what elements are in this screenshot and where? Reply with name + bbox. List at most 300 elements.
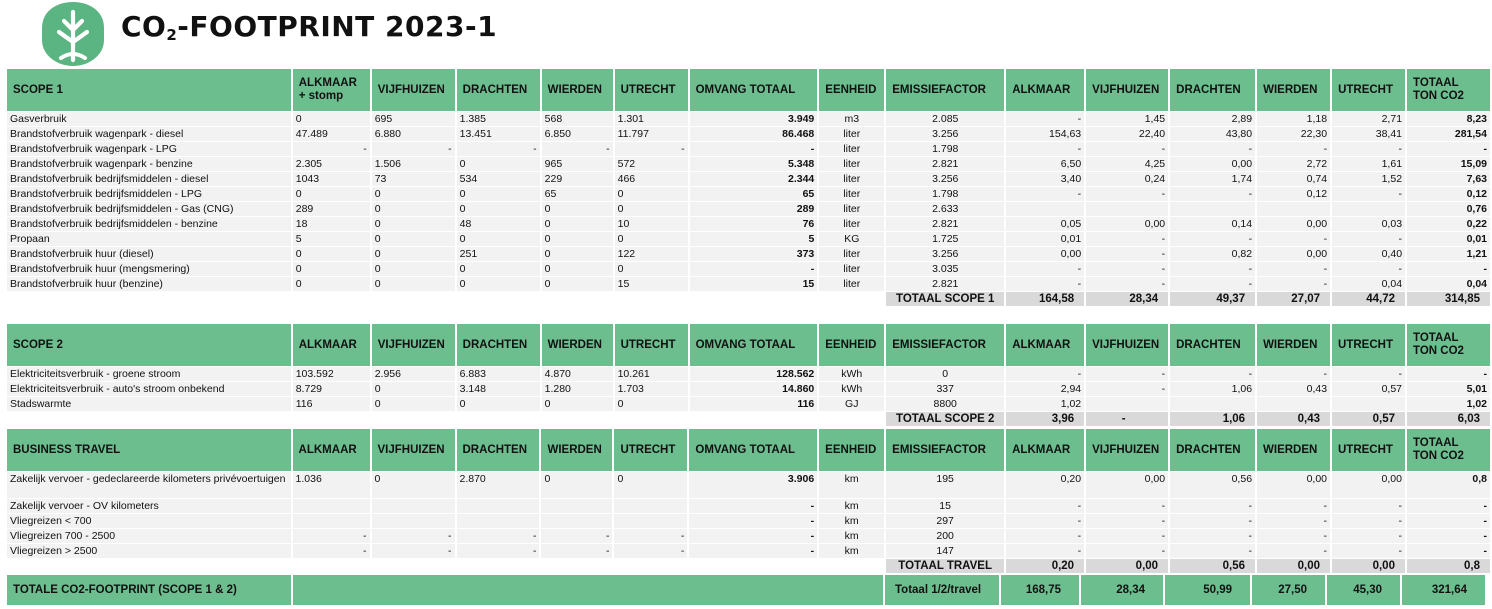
scope1-cell-ton-drachten: - xyxy=(1170,277,1255,291)
scope1-cell-vijfhuizen: 0 xyxy=(372,187,455,201)
scope1-cell-vijfhuizen: 0 xyxy=(372,202,455,216)
travel-cell-ton-wierden: - xyxy=(1257,544,1330,558)
scope1-cell-emissiefactor: 1.725 xyxy=(886,232,1004,246)
travel-cell-ton-alkmaar: 0,20 xyxy=(1006,472,1084,498)
scope1-cell-ton-alkmaar: 3,40 xyxy=(1006,172,1084,186)
scope1-cell-utrecht: 0 xyxy=(615,202,688,216)
scope2-cell-totaal-ton-co2: 1,02 xyxy=(1407,397,1490,411)
scope1-cell-ton-wierden: - xyxy=(1257,262,1330,276)
scope2-cell-ton-wierden: - xyxy=(1257,367,1330,381)
scope1-total-ton-vijfhuizen: 28,34 xyxy=(1086,292,1168,306)
scope1-cell-emissiefactor: 3.256 xyxy=(886,127,1004,141)
scope1-cell-alkmaar: 0 xyxy=(293,187,370,201)
scope1-cell-ton-alkmaar xyxy=(1006,202,1084,216)
travel-cell-emissiefactor: 200 xyxy=(886,529,1004,543)
scope1-cell-wierden: 6.850 xyxy=(542,127,613,141)
scope1-cell-ton-utrecht: - xyxy=(1332,262,1405,276)
travel-cell-totaal-ton-co2: - xyxy=(1407,544,1490,558)
scope1-cell-drachten: 0 xyxy=(457,157,540,171)
table-row xyxy=(7,157,1490,171)
scope2-header-alkmaar: ALKMAAR xyxy=(293,324,370,366)
travel-cell-omvang-totaal: - xyxy=(689,529,817,543)
scope1-total-totaal-ton-co2: 314,85 xyxy=(1407,292,1490,306)
travel-cell-emissiefactor: 15 xyxy=(886,499,1004,513)
scope1-cell-utrecht: 15 xyxy=(615,277,688,291)
scope1-cell-omvang-totaal: 373 xyxy=(690,247,818,261)
travel-cell-omvang-totaal: 3.906 xyxy=(689,472,817,498)
scope1-cell-ton-wierden: - xyxy=(1257,277,1330,291)
scope1-cell-totaal-ton-co2: 15,09 xyxy=(1407,157,1490,171)
scope1-header-ton-alkmaar: ALKMAAR xyxy=(1006,69,1084,111)
scope2-cell-ton-alkmaar: - xyxy=(1006,367,1084,381)
scope1-cell-label: Brandstofverbruik bedrijfsmiddelen - diesel xyxy=(7,172,291,186)
scope2-header-wierden: WIERDEN xyxy=(542,324,613,366)
travel-cell-ton-vijfhuizen: - xyxy=(1086,529,1168,543)
travel-cell-ton-wierden: - xyxy=(1257,514,1330,528)
scope1-cell-ton-drachten: 43,80 xyxy=(1170,127,1255,141)
scope1-header-vijfhuizen: VIJFHUIZEN xyxy=(372,69,455,111)
scope1-cell-drachten: 534 xyxy=(457,172,540,186)
final-total-utrecht: 45,30 xyxy=(1327,575,1400,605)
scope1-total-label: TOTAAL SCOPE 1 xyxy=(886,292,1004,306)
scope1-cell-ton-wierden: 0,00 xyxy=(1257,247,1330,261)
scope1-cell-vijfhuizen: 73 xyxy=(372,172,455,186)
scope1-cell-utrecht: 122 xyxy=(615,247,688,261)
scope1-cell-ton-drachten: - xyxy=(1170,262,1255,276)
scope1-cell-ton-vijfhuizen: 0,00 xyxy=(1086,217,1168,231)
scope1-cell-ton-drachten: 0,14 xyxy=(1170,217,1255,231)
scope1-cell-ton-utrecht: 0,04 xyxy=(1332,277,1405,291)
scope1-cell-ton-alkmaar: 154,63 xyxy=(1006,127,1084,141)
travel-cell-ton-drachten: 0,56 xyxy=(1170,472,1255,498)
travel-total-row xyxy=(7,559,1490,573)
travel-total-totaal-ton-co2: 0,8 xyxy=(1407,559,1490,573)
scope1-header-label: SCOPE 1 xyxy=(7,69,291,111)
scope1-cell-emissiefactor: 2.633 xyxy=(886,202,1004,216)
scope1-cell-wierden: 0 xyxy=(542,247,613,261)
scope1-header-emissiefactor: EMISSIEFACTOR xyxy=(886,69,1004,111)
travel-cell-totaal-ton-co2: 0,8 xyxy=(1407,472,1490,498)
scope1-cell-totaal-ton-co2: - xyxy=(1407,142,1490,156)
travel-cell-utrecht xyxy=(614,514,687,528)
table-row xyxy=(7,247,1490,261)
scope2-header-ton-alkmaar: ALKMAAR xyxy=(1006,324,1084,366)
travel-total-ton-vijfhuizen: 0,00 xyxy=(1086,559,1168,573)
scope1-cell-vijfhuizen: 0 xyxy=(372,232,455,246)
table-row xyxy=(7,367,1490,381)
scope1-cell-ton-utrecht: - xyxy=(1332,187,1405,201)
travel-cell-label: Vliegreizen < 700 xyxy=(7,514,291,528)
scope1-cell-utrecht: 572 xyxy=(615,157,688,171)
travel-cell-alkmaar xyxy=(293,499,370,513)
scope1-cell-ton-wierden: 0,74 xyxy=(1257,172,1330,186)
travel-cell-eenheid: km xyxy=(819,544,884,558)
scope1-cell-emissiefactor: 1.798 xyxy=(886,187,1004,201)
scope1-cell-ton-utrecht: 2,71 xyxy=(1332,112,1405,126)
scope2-cell-eenheid: kWh xyxy=(819,382,884,396)
scope2-header-ton-drachten: DRACHTEN xyxy=(1170,324,1255,366)
scope1-cell-eenheid: liter xyxy=(819,127,884,141)
scope2-table xyxy=(5,323,1492,427)
scope2-cell-omvang-totaal: 128.562 xyxy=(690,367,818,381)
scope1-cell-ton-wierden: - xyxy=(1257,142,1330,156)
scope1-cell-drachten: 0 xyxy=(457,277,540,291)
table-row xyxy=(7,544,1490,558)
final-sub-label: Totaal 1/2/travel xyxy=(885,575,999,605)
table-row xyxy=(7,232,1490,246)
scope2-cell-emissiefactor: 8800 xyxy=(886,397,1004,411)
travel-cell-wierden xyxy=(541,499,612,513)
scope2-total-ton-drachten: 1,06 xyxy=(1170,412,1255,426)
travel-cell-emissiefactor: 147 xyxy=(886,544,1004,558)
travel-cell-ton-utrecht: - xyxy=(1332,529,1405,543)
scope1-cell-alkmaar: 5 xyxy=(293,232,370,246)
travel-cell-utrecht xyxy=(614,499,687,513)
scope1-total-ton-alkmaar: 164,58 xyxy=(1006,292,1084,306)
scope2-cell-utrecht: 0 xyxy=(615,397,688,411)
scope1-cell-totaal-ton-co2: 0,12 xyxy=(1407,187,1490,201)
scope1-cell-alkmaar: 0 xyxy=(293,277,370,291)
scope1-cell-ton-alkmaar: 0,01 xyxy=(1006,232,1084,246)
travel-header-wierden: WIERDEN xyxy=(541,429,612,471)
scope1-cell-ton-drachten: 2,89 xyxy=(1170,112,1255,126)
travel-cell-omvang-totaal: - xyxy=(689,514,817,528)
scope1-cell-utrecht: 466 xyxy=(615,172,688,186)
final-total-label: TOTALE CO2-FOOTPRINT (SCOPE 1 & 2) xyxy=(7,575,291,605)
travel-cell-omvang-totaal: - xyxy=(689,499,817,513)
travel-cell-drachten: - xyxy=(457,529,540,543)
scope2-cell-vijfhuizen: 0 xyxy=(372,382,455,396)
travel-cell-ton-utrecht: - xyxy=(1332,544,1405,558)
travel-cell-totaal-ton-co2: - xyxy=(1407,499,1490,513)
scope2-cell-ton-drachten xyxy=(1170,397,1255,411)
scope1-cell-omvang-totaal: 65 xyxy=(690,187,818,201)
travel-cell-totaal-ton-co2: - xyxy=(1407,529,1490,543)
travel-total-ton-utrecht: 0,00 xyxy=(1332,559,1405,573)
scope1-cell-emissiefactor: 2.821 xyxy=(886,277,1004,291)
scope1-cell-omvang-totaal: 15 xyxy=(690,277,818,291)
scope1-cell-ton-alkmaar: - xyxy=(1006,277,1084,291)
scope1-cell-label: Brandstofverbruik bedrijfsmiddelen - Gas (CNG) xyxy=(7,202,291,216)
scope2-cell-ton-vijfhuizen xyxy=(1086,397,1168,411)
travel-header-ton-drachten: DRACHTEN xyxy=(1170,429,1255,471)
scope2-cell-utrecht: 10.261 xyxy=(615,367,688,381)
travel-cell-vijfhuizen: - xyxy=(372,544,455,558)
scope1-cell-totaal-ton-co2: 8,23 xyxy=(1407,112,1490,126)
scope1-cell-ton-alkmaar: - xyxy=(1006,142,1084,156)
scope1-cell-omvang-totaal: 5.348 xyxy=(690,157,818,171)
scope1-header-eenheid: EENHEID xyxy=(819,69,884,111)
travel-cell-label: Vliegreizen 700 - 2500 xyxy=(7,529,291,543)
scope1-cell-label: Brandstofverbruik huur (diesel) xyxy=(7,247,291,261)
travel-cell-utrecht: - xyxy=(614,529,687,543)
travel-cell-wierden: 0 xyxy=(541,472,612,498)
scope2-header-utrecht: UTRECHT xyxy=(615,324,688,366)
scope1-cell-ton-wierden: 2,72 xyxy=(1257,157,1330,171)
scope1-cell-ton-vijfhuizen xyxy=(1086,202,1168,216)
table-row xyxy=(7,397,1490,411)
scope2-header-row xyxy=(7,324,1490,366)
scope1-cell-ton-vijfhuizen: - xyxy=(1086,247,1168,261)
scope2-cell-eenheid: GJ xyxy=(819,397,884,411)
scope1-cell-ton-vijfhuizen: - xyxy=(1086,262,1168,276)
travel-header-ton-wierden: WIERDEN xyxy=(1257,429,1330,471)
scope1-cell-ton-vijfhuizen: - xyxy=(1086,232,1168,246)
table-row xyxy=(7,529,1490,543)
scope2-cell-ton-drachten: 1,06 xyxy=(1170,382,1255,396)
scope1-cell-wierden: 0 xyxy=(542,232,613,246)
table-row xyxy=(7,127,1490,141)
travel-cell-label: Zakelijk vervoer - gedeclareerde kilometers privévoertuigen xyxy=(7,472,291,498)
scope2-cell-ton-drachten: - xyxy=(1170,367,1255,381)
scope2-cell-alkmaar: 116 xyxy=(293,397,370,411)
scope1-cell-alkmaar: 0 xyxy=(293,112,370,126)
travel-header-ton-utrecht: UTRECHT xyxy=(1332,429,1405,471)
travel-cell-ton-vijfhuizen: 0,00 xyxy=(1086,472,1168,498)
scope1-header-omvang-totaal: OMVANG TOTAAL xyxy=(690,69,818,111)
travel-cell-wierden: - xyxy=(541,544,612,558)
travel-total-ton-wierden: 0,00 xyxy=(1257,559,1330,573)
scope1-cell-vijfhuizen: 1.506 xyxy=(372,157,455,171)
travel-header-utrecht: UTRECHT xyxy=(614,429,687,471)
scope1-cell-alkmaar: 18 xyxy=(293,217,370,231)
scope1-cell-totaal-ton-co2: 0,01 xyxy=(1407,232,1490,246)
travel-cell-ton-drachten: - xyxy=(1170,529,1255,543)
scope1-cell-eenheid: liter xyxy=(819,262,884,276)
scope1-cell-ton-vijfhuizen: - xyxy=(1086,142,1168,156)
scope1-cell-ton-utrecht: 1,61 xyxy=(1332,157,1405,171)
scope2-cell-alkmaar: 8.729 xyxy=(293,382,370,396)
scope2-cell-wierden: 0 xyxy=(542,397,613,411)
scope2-header-vijfhuizen: VIJFHUIZEN xyxy=(372,324,455,366)
scope1-cell-label: Brandstofverbruik wagenpark - diesel xyxy=(7,127,291,141)
travel-cell-eenheid: km xyxy=(819,514,884,528)
travel-total-spacer xyxy=(7,559,884,573)
table-row xyxy=(7,172,1490,186)
table-row xyxy=(7,262,1490,276)
scope1-cell-ton-utrecht xyxy=(1332,202,1405,216)
scope1-header-ton-utrecht: UTRECHT xyxy=(1332,69,1405,111)
scope2-cell-wierden: 4.870 xyxy=(542,367,613,381)
scope2-cell-ton-utrecht xyxy=(1332,397,1405,411)
scope1-cell-utrecht: - xyxy=(615,142,688,156)
scope1-cell-vijfhuizen: 6.880 xyxy=(372,127,455,141)
scope1-cell-label: Gasverbruik xyxy=(7,112,291,126)
scope1-cell-drachten: 48 xyxy=(457,217,540,231)
travel-cell-ton-vijfhuizen: - xyxy=(1086,499,1168,513)
scope1-cell-utrecht: 10 xyxy=(615,217,688,231)
travel-header-omvang-totaal: OMVANG TOTAAL xyxy=(689,429,817,471)
scope1-cell-totaal-ton-co2: 0,22 xyxy=(1407,217,1490,231)
scope2-cell-emissiefactor: 0 xyxy=(886,367,1004,381)
travel-header-totaal-ton-co2: TOTAAL TON CO2 xyxy=(1407,429,1490,471)
scope2-cell-vijfhuizen: 0 xyxy=(372,397,455,411)
travel-header-row xyxy=(7,429,1490,471)
scope1-cell-ton-vijfhuizen: 0,24 xyxy=(1086,172,1168,186)
scope1-cell-vijfhuizen: - xyxy=(372,142,455,156)
scope1-total-ton-utrecht: 44,72 xyxy=(1332,292,1405,306)
scope1-header-totaal-ton-co2: TOTAAL TON CO2 xyxy=(1407,69,1490,111)
final-total-row xyxy=(7,575,1485,605)
final-total-table xyxy=(5,575,1487,605)
travel-cell-ton-drachten: - xyxy=(1170,544,1255,558)
scope1-cell-emissiefactor: 2.821 xyxy=(886,217,1004,231)
scope1-cell-ton-alkmaar: - xyxy=(1006,112,1084,126)
scope1-cell-ton-utrecht: 38,41 xyxy=(1332,127,1405,141)
scope2-total-totaal-ton-co2: 6,03 xyxy=(1407,412,1490,426)
scope1-cell-ton-drachten: - xyxy=(1170,232,1255,246)
scope2-cell-totaal-ton-co2: - xyxy=(1407,367,1490,381)
table-row xyxy=(7,217,1490,231)
scope2-cell-label: Stadswarmte xyxy=(7,397,291,411)
scope1-cell-label: Brandstofverbruik wagenpark - benzine xyxy=(7,157,291,171)
scope2-total-spacer xyxy=(7,412,884,426)
scope1-cell-eenheid: liter xyxy=(819,157,884,171)
table-row xyxy=(7,472,1490,498)
scope1-cell-wierden: - xyxy=(542,142,613,156)
scope1-cell-wierden: 0 xyxy=(542,202,613,216)
final-total-drachten: 50,99 xyxy=(1165,575,1250,605)
scope1-cell-omvang-totaal: 86.468 xyxy=(690,127,818,141)
final-total-wierden: 27,50 xyxy=(1252,575,1325,605)
scope1-cell-alkmaar: 0 xyxy=(293,247,370,261)
scope2-cell-ton-utrecht: 0,57 xyxy=(1332,382,1405,396)
scope1-cell-totaal-ton-co2: 1,21 xyxy=(1407,247,1490,261)
scope1-cell-utrecht: 0 xyxy=(615,187,688,201)
table-row xyxy=(7,499,1490,513)
scope1-cell-ton-utrecht: 0,03 xyxy=(1332,217,1405,231)
scope1-cell-alkmaar: 2.305 xyxy=(293,157,370,171)
scope1-cell-ton-alkmaar: - xyxy=(1006,262,1084,276)
scope1-cell-ton-wierden: 0,12 xyxy=(1257,187,1330,201)
scope1-total-row xyxy=(7,292,1490,306)
scope1-cell-omvang-totaal: 5 xyxy=(690,232,818,246)
scope1-cell-ton-utrecht: - xyxy=(1332,232,1405,246)
tree-leaf-logo xyxy=(40,0,106,68)
scope2-cell-drachten: 3.148 xyxy=(457,382,540,396)
scope1-total-ton-drachten: 49,37 xyxy=(1170,292,1255,306)
scope2-cell-ton-utrecht: - xyxy=(1332,367,1405,381)
scope1-cell-alkmaar: 289 xyxy=(293,202,370,216)
scope1-header-ton-vijfhuizen: VIJFHUIZEN xyxy=(1086,69,1168,111)
travel-cell-ton-alkmaar: - xyxy=(1006,499,1084,513)
scope1-cell-totaal-ton-co2: 281,54 xyxy=(1407,127,1490,141)
scope1-cell-wierden: 0 xyxy=(542,217,613,231)
scope2-header-emissiefactor: EMISSIEFACTOR xyxy=(886,324,1004,366)
scope1-cell-ton-vijfhuizen: 1,45 xyxy=(1086,112,1168,126)
scope1-cell-drachten: 0 xyxy=(457,262,540,276)
scope1-cell-totaal-ton-co2: 0,04 xyxy=(1407,277,1490,291)
travel-cell-ton-alkmaar: - xyxy=(1006,514,1084,528)
travel-header-vijfhuizen: VIJFHUIZEN xyxy=(372,429,455,471)
scope2-cell-ton-wierden: 0,43 xyxy=(1257,382,1330,396)
travel-cell-ton-vijfhuizen: - xyxy=(1086,514,1168,528)
travel-cell-alkmaar: - xyxy=(293,529,370,543)
travel-cell-utrecht: - xyxy=(614,544,687,558)
scope1-cell-ton-drachten xyxy=(1170,202,1255,216)
scope1-cell-omvang-totaal: - xyxy=(690,262,818,276)
scope2-cell-emissiefactor: 337 xyxy=(886,382,1004,396)
scope2-header-ton-vijfhuizen: VIJFHUIZEN xyxy=(1086,324,1168,366)
scope2-cell-ton-vijfhuizen: - xyxy=(1086,382,1168,396)
scope1-cell-wierden: 65 xyxy=(542,187,613,201)
travel-cell-ton-drachten: - xyxy=(1170,514,1255,528)
travel-cell-vijfhuizen xyxy=(372,514,455,528)
scope2-cell-label: Elektriciteitsverbruik - groene stroom xyxy=(7,367,291,381)
scope1-cell-emissiefactor: 1.798 xyxy=(886,142,1004,156)
travel-cell-eenheid: km xyxy=(819,472,884,498)
travel-header-emissiefactor: EMISSIEFACTOR xyxy=(886,429,1004,471)
page-title: $CO_2$-FOOTPRINT 2023-1 xyxy=(121,10,498,44)
travel-cell-drachten: - xyxy=(457,544,540,558)
travel-cell-ton-wierden: 0,00 xyxy=(1257,472,1330,498)
scope1-cell-emissiefactor: 2.821 xyxy=(886,157,1004,171)
scope1-cell-label: Brandstofverbruik wagenpark - LPG xyxy=(7,142,291,156)
scope1-total-ton-wierden: 27,07 xyxy=(1257,292,1330,306)
travel-cell-ton-utrecht: - xyxy=(1332,499,1405,513)
scope1-cell-drachten: 0 xyxy=(457,202,540,216)
scope1-cell-ton-drachten: - xyxy=(1170,142,1255,156)
travel-cell-wierden: - xyxy=(541,529,612,543)
scope2-header-eenheid: EENHEID xyxy=(819,324,884,366)
table-row xyxy=(7,277,1490,291)
scope1-cell-ton-wierden xyxy=(1257,202,1330,216)
scope2-total-ton-utrecht: 0,57 xyxy=(1332,412,1405,426)
scope1-cell-wierden: 229 xyxy=(542,172,613,186)
scope1-cell-ton-vijfhuizen: - xyxy=(1086,277,1168,291)
travel-cell-drachten: 2.870 xyxy=(457,472,540,498)
scope1-header-ton-drachten: DRACHTEN xyxy=(1170,69,1255,111)
scope1-cell-omvang-totaal: 2.344 xyxy=(690,172,818,186)
travel-header-label: BUSINESS TRAVEL xyxy=(7,429,291,471)
scope1-cell-ton-wierden: 22,30 xyxy=(1257,127,1330,141)
final-spacer xyxy=(293,575,883,605)
scope1-cell-ton-wierden: 0,00 xyxy=(1257,217,1330,231)
scope1-cell-utrecht: 11.797 xyxy=(615,127,688,141)
scope1-cell-ton-vijfhuizen: 4,25 xyxy=(1086,157,1168,171)
travel-cell-label: Vliegreizen > 2500 xyxy=(7,544,291,558)
scope2-cell-ton-alkmaar: 2,94 xyxy=(1006,382,1084,396)
scope1-header-wierden: WIERDEN xyxy=(542,69,613,111)
scope1-cell-omvang-totaal: - xyxy=(690,142,818,156)
scope1-cell-drachten: 13.451 xyxy=(457,127,540,141)
scope1-cell-totaal-ton-co2: 7,63 xyxy=(1407,172,1490,186)
scope2-cell-omvang-totaal: 14.860 xyxy=(690,382,818,396)
scope2-cell-ton-vijfhuizen: - xyxy=(1086,367,1168,381)
travel-cell-wierden xyxy=(541,514,612,528)
scope1-total-spacer xyxy=(7,292,884,306)
scope1-cell-eenheid: liter xyxy=(819,142,884,156)
scope1-cell-ton-alkmaar: - xyxy=(1006,187,1084,201)
scope1-cell-label: Brandstofverbruik bedrijfsmiddelen - benzine xyxy=(7,217,291,231)
travel-cell-ton-wierden: - xyxy=(1257,529,1330,543)
scope1-cell-ton-drachten: 1,74 xyxy=(1170,172,1255,186)
scope1-header-row xyxy=(7,69,1490,111)
scope1-cell-ton-vijfhuizen: - xyxy=(1086,187,1168,201)
travel-header-drachten: DRACHTEN xyxy=(457,429,540,471)
scope2-cell-alkmaar: 103.592 xyxy=(293,367,370,381)
scope2-header-drachten: DRACHTEN xyxy=(457,324,540,366)
scope1-cell-emissiefactor: 2.085 xyxy=(886,112,1004,126)
travel-header-ton-alkmaar: ALKMAAR xyxy=(1006,429,1084,471)
scope1-header-alkmaar: ALKMAAR + stomp xyxy=(293,69,370,111)
scope1-cell-alkmaar: 47.489 xyxy=(293,127,370,141)
travel-cell-drachten xyxy=(457,514,540,528)
scope1-cell-ton-alkmaar: 6,50 xyxy=(1006,157,1084,171)
scope2-total-label: TOTAAL SCOPE 2 xyxy=(886,412,1004,426)
scope2-cell-utrecht: 1.703 xyxy=(615,382,688,396)
scope1-cell-label: Brandstofverbruik bedrijfsmiddelen - LPG xyxy=(7,187,291,201)
